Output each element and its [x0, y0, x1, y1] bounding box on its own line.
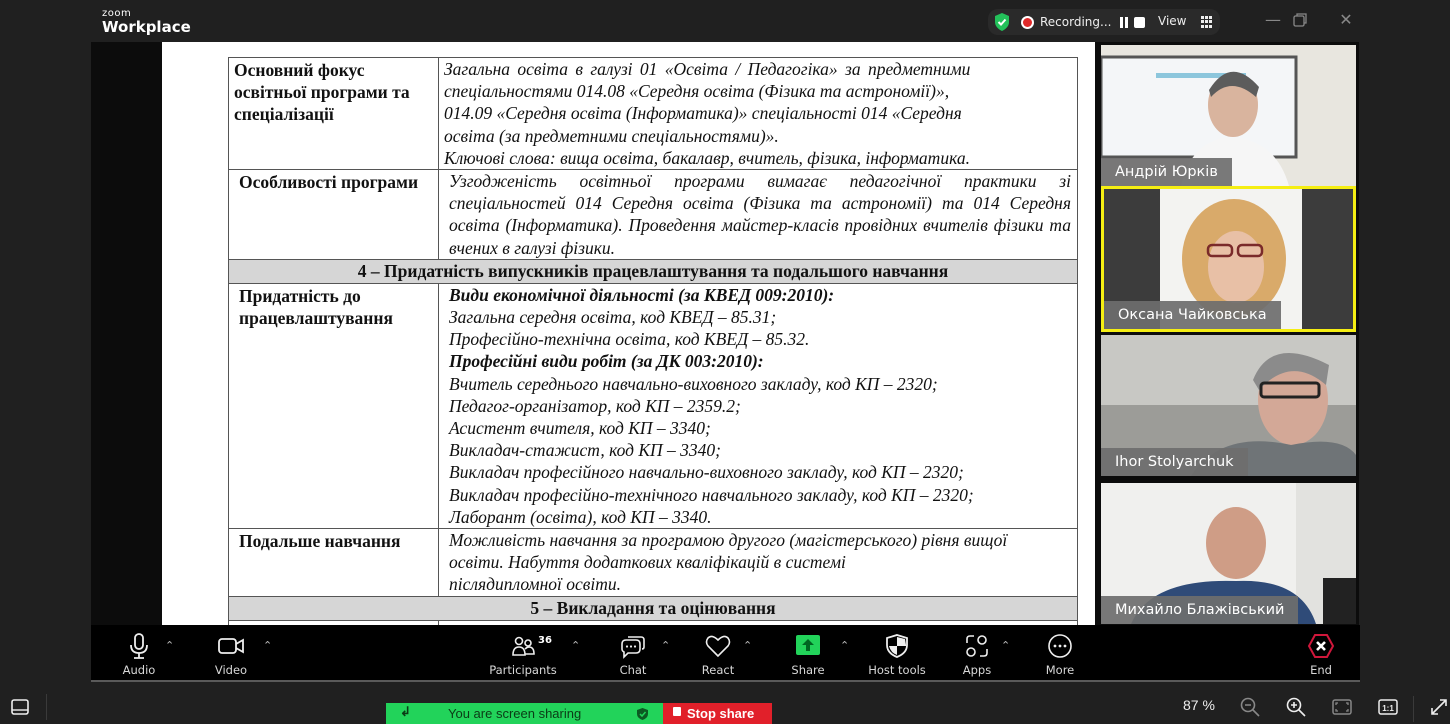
row-value: [439, 529, 1078, 597]
participants-label: Participants: [489, 663, 557, 677]
meeting-toolbar: [91, 625, 1360, 682]
row-label: Особливості програми: [229, 170, 439, 260]
title-bar: [0, 0, 1450, 42]
shared-document: [162, 42, 1095, 625]
row-label: Подальше навчання: [229, 529, 439, 597]
text-line: 014.09 «Середня освіта (Інформатика)» спеціальності 014 «Середня: [444, 103, 962, 124]
restore-icon[interactable]: [1290, 10, 1310, 30]
text-line: Педагог-організатор, код КП – 2359.2;: [449, 395, 741, 416]
section-header-row: [229, 259, 1078, 283]
apps-options-caret-icon[interactable]: ⌃: [1001, 639, 1011, 652]
pause-recording-icon[interactable]: [1119, 17, 1130, 28]
share-button[interactable]: [786, 625, 830, 682]
row-label: Основний фокус освітньої програми та спеціалізації: [229, 58, 439, 170]
participant-name: Михайло Блажівський: [1101, 596, 1298, 624]
chat-label: Chat: [619, 663, 647, 677]
svg-text:1:1: 1:1: [1382, 704, 1394, 713]
text-line: Ключові слова: вища освіта, бакалавр, вчитель, фізика, інформатика.: [444, 147, 970, 168]
recording-dot-icon: [1023, 18, 1032, 27]
brand-small: zoom: [102, 8, 132, 19]
chat-button[interactable]: [613, 625, 653, 682]
participant-video-tile[interactable]: [1101, 335, 1356, 476]
sharing-shield-icon: [636, 707, 649, 721]
screen-sharing-banner: [386, 703, 663, 724]
row-value: [439, 283, 1078, 528]
stop-share-label: Stop share: [687, 706, 755, 721]
row-label: Придатність до працевлаштування: [229, 283, 439, 528]
text-line: освіти. Набуття додаткових кваліфікацій в системі: [449, 552, 846, 573]
text-line: Загальна освіта в галузі 01 «Освіта / Педагогіка» за предметними: [444, 59, 971, 79]
participant-name: Андрій Юрків: [1101, 158, 1232, 186]
chat-options-caret-icon[interactable]: ⌃: [661, 639, 671, 652]
participant-name: Оксана Чайковська: [1104, 301, 1281, 329]
share-label: Share: [791, 663, 825, 677]
zoom-in-icon[interactable]: [1285, 696, 1307, 718]
text-line: Можливість навчання за програмою другого (магістерського) рівня вищої: [449, 530, 1008, 551]
end-label: End: [1310, 663, 1332, 677]
audio-options-caret-icon[interactable]: ⌃: [165, 639, 175, 652]
host-tools-shield-icon: [883, 633, 911, 659]
text-heading: Професійні види робіт (за ДК 003:2010):: [449, 351, 764, 372]
participant-video-tile-active-speaker[interactable]: [1101, 186, 1356, 332]
participants-count-badge: 36: [538, 635, 552, 646]
row-value: [439, 58, 1078, 170]
text-line: освіта (за предметними спеціальностями)».: [444, 125, 779, 146]
more-options-icon: [1046, 633, 1074, 659]
section-header-row: [229, 596, 1078, 620]
video-camera-icon: [217, 633, 245, 659]
text-line: Загальна середня освіта, код КВЕД – 85.31;: [449, 307, 777, 328]
table-row: [229, 529, 1078, 597]
text-line: Лаборант (освіта), код КП – 3340.: [449, 506, 712, 527]
participants-button[interactable]: [485, 625, 561, 682]
program-table: [228, 57, 1078, 625]
chat-icon: [619, 633, 647, 659]
text-line: Вчитель середнього навчально-виховного закладу, код КП – 2320;: [449, 373, 938, 394]
host-tools-button[interactable]: [865, 625, 929, 682]
react-label: React: [701, 663, 735, 677]
video-options-caret-icon[interactable]: ⌃: [263, 639, 273, 652]
stop-share-button[interactable]: [663, 703, 772, 724]
row-value: Узгодженість освітньої програми вимагає педагогічної практики зі спеціальностей 014 Середня освіта (Фізика та астрономії) та 014 Середня освіта (Інформатика). Проведення майстер-класів провідних вчителів фізики та вчених в галузі фізики.: [439, 170, 1078, 260]
share-screen-icon: [794, 633, 822, 659]
microphone-icon: [125, 633, 153, 659]
table-row: [229, 283, 1078, 528]
react-button[interactable]: [696, 625, 740, 682]
text-line: Асистент вчителя, код КП – 3340;: [449, 418, 711, 439]
text-line: спеціальностями 014.08 «Середня освіта (Фізика та астрономії)»,: [444, 81, 950, 102]
audio-label: Audio: [122, 663, 156, 677]
text-line: Професійно-технічна освіта, код КВЕД – 85.32.: [449, 329, 810, 350]
text-heading: Види економічної діяльності (за КВЕД 009:2010):: [449, 284, 835, 305]
more-label: More: [1045, 663, 1075, 677]
table-row: [229, 58, 1078, 170]
stop-square-icon: [673, 707, 681, 716]
divider: [1413, 696, 1414, 722]
heart-icon: [704, 633, 732, 659]
grid-view-icon[interactable]: [1201, 16, 1213, 28]
text-line: Викладач професійного навчально-виховного закладу, код КП – 2320;: [449, 462, 964, 483]
participants-icon: [509, 633, 537, 659]
apps-icon: [963, 633, 991, 659]
participants-options-caret-icon[interactable]: ⌃: [571, 639, 581, 652]
share-options-caret-icon[interactable]: ⌃: [840, 639, 850, 652]
participant-name: Ihor Stolyarchuk: [1101, 448, 1248, 476]
table-row: [229, 170, 1078, 260]
participant-video-tile[interactable]: [1101, 483, 1356, 624]
video-button[interactable]: [207, 625, 255, 682]
brand-big: Workplace: [102, 18, 191, 36]
zoom-logo: [102, 9, 191, 35]
recording-pill: [988, 9, 1220, 35]
fit-to-window-icon[interactable]: [1331, 696, 1353, 718]
zoom-level: 87 %: [1183, 697, 1215, 713]
more-button[interactable]: [1039, 625, 1081, 682]
apps-button[interactable]: [957, 625, 997, 682]
sharing-pin-icon[interactable]: ↲: [400, 704, 411, 719]
minimize-icon[interactable]: —: [1265, 10, 1281, 29]
text-line: Викладач професійно-технічного навчального закладу, код КП – 2320;: [449, 484, 974, 505]
view-button[interactable]: View: [1158, 14, 1187, 28]
recording-status: Recording...: [1040, 15, 1112, 29]
video-label: Video: [214, 663, 248, 677]
audio-button[interactable]: [115, 625, 163, 682]
react-options-caret-icon[interactable]: ⌃: [743, 639, 753, 652]
host-tools-label: Host tools: [868, 663, 926, 677]
stop-recording-icon[interactable]: [1134, 17, 1145, 28]
participant-video-tile[interactable]: [1101, 45, 1356, 186]
video-gallery: [1097, 42, 1359, 625]
divider: [46, 694, 47, 720]
text-line: Викладач-стажист, код КП – 3340;: [449, 440, 721, 461]
section-title: 5 – Викладання та оцінювання: [229, 596, 1078, 620]
apps-label: Apps: [962, 663, 992, 677]
encryption-shield-icon[interactable]: [993, 12, 1011, 32]
close-icon[interactable]: ✕: [1339, 10, 1353, 29]
actual-size-icon[interactable]: [1377, 696, 1399, 718]
sharing-status-text: You are screen sharing: [448, 706, 582, 721]
panel-toggle-icon[interactable]: [9, 696, 31, 718]
text-line: післядипломної освіти.: [449, 574, 622, 595]
end-meeting-button[interactable]: [1303, 625, 1339, 682]
end-meeting-icon: [1307, 633, 1335, 659]
zoom-out-icon[interactable]: [1239, 696, 1261, 718]
fullscreen-icon[interactable]: [1428, 696, 1450, 718]
section-title: 4 – Придатність випускників працевлаштування та подальшого навчання: [229, 259, 1078, 283]
